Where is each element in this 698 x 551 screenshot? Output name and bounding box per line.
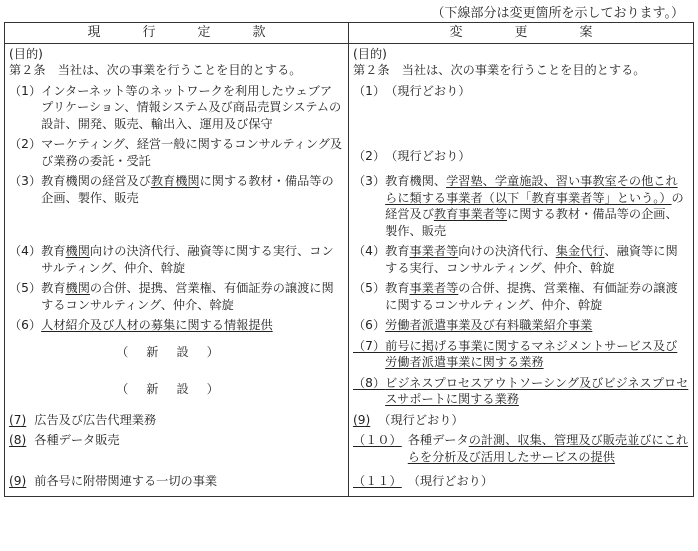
right-cell [349, 43, 694, 81]
new-provision-marker: （新設） [116, 344, 237, 359]
item-text: マーケティング、経営一般に関するコンサルティング及び業務の委託・受託 [41, 137, 343, 168]
item-number: (9) [9, 474, 27, 488]
item-number: (7) [9, 412, 27, 427]
item-text [41, 317, 344, 334]
text-segment: に関する教材・備品等の企画、製作、販売 [385, 207, 678, 238]
right-cell [349, 134, 694, 171]
table-row [5, 278, 694, 315]
list-item [9, 432, 344, 449]
item-text: （現行どおり） [378, 412, 464, 427]
text-segment: 向けの決済代行、融資等に関する実行、コンサルティング、仲介、斡旋 [41, 244, 334, 275]
text-segment: 教育機関、 [385, 174, 447, 188]
item-text [402, 432, 689, 465]
article-line: 第２条 当社は、次の事業を行うことを目的とする。 [9, 63, 302, 77]
item-text: 前各号に附帯関連する一切の事業 [34, 474, 218, 488]
list-item [9, 412, 344, 429]
table-row [5, 171, 694, 241]
item-text [41, 243, 344, 276]
list-item [353, 432, 689, 465]
header-current: 現行定款 [5, 23, 349, 44]
list-item [353, 83, 689, 100]
text-segment: の合併、提携、営業権、有価証券の譲渡に関するコンサルティング、仲介、斡旋 [385, 281, 678, 312]
table-header-row [5, 23, 694, 44]
list-item [353, 473, 689, 490]
list-item [9, 280, 344, 313]
changed-text: 事業者等 [409, 281, 459, 295]
text-segment: 向けの決済代行、 [458, 244, 556, 258]
text-segment: に関する教材・備品等の企画、製作、販売 [41, 174, 334, 205]
table-row [5, 336, 694, 373]
item-number: （2） [9, 137, 42, 151]
right-cell [349, 278, 694, 315]
left-cell [5, 315, 349, 336]
item-number: （7） [353, 338, 386, 353]
table-row [5, 410, 694, 431]
left-cell [5, 43, 349, 81]
changed-text: 機関 [65, 281, 90, 295]
list-item [353, 280, 689, 313]
table-row [5, 373, 694, 410]
list-item [353, 412, 689, 429]
left-cell [5, 81, 349, 135]
left-cell [5, 241, 349, 278]
new-provision-marker: （新設） [116, 381, 237, 396]
item-number: （4） [353, 244, 386, 258]
right-cell [349, 336, 694, 373]
item-number: （3） [353, 174, 386, 188]
changed-text: 学習塾、学童施設、習い事教室その他これらに類する事業者（以下「教育事業者等」という。） [385, 174, 678, 205]
list-item [9, 473, 344, 490]
changed-text: 事業者等 [409, 244, 459, 258]
list-item [353, 173, 689, 239]
item-number: （1） [353, 83, 386, 98]
right-cell [349, 410, 694, 431]
item-number: （4） [9, 244, 42, 258]
item-text: （現行どおり） [385, 83, 471, 98]
changed-text: 機関 [65, 244, 90, 258]
table-row [5, 81, 694, 135]
list-item [9, 173, 344, 206]
item-text: 広告及び広告代理業務 [34, 412, 157, 427]
list-item [353, 148, 689, 165]
item-text [385, 317, 689, 334]
table-row [5, 315, 694, 336]
item-text [385, 243, 689, 276]
item-number: （6） [353, 318, 386, 332]
list-item [353, 317, 689, 334]
articles-comparison-table [4, 22, 694, 497]
item-number: （１１） [353, 474, 402, 488]
item-number: （5） [9, 281, 42, 295]
item-text [41, 173, 344, 206]
item-text [385, 375, 689, 408]
right-cell [349, 81, 694, 135]
changed-text: 教育事業者等 [433, 207, 508, 221]
item-number: （5） [353, 281, 386, 295]
item-number: （１０） [353, 433, 402, 447]
right-cell [349, 373, 694, 410]
item-number: (8) [9, 433, 27, 447]
item-text: インターネット等のネットワークを利用したウェブアプリケーション、情報システム及び商品売買システムの設計、開発、販売、輸出入、運用及び保守 [41, 83, 342, 131]
purpose-label: (目的) [9, 46, 43, 61]
table-row [5, 241, 694, 278]
item-number: （8） [353, 375, 386, 390]
right-cell [349, 315, 694, 336]
list-item [9, 317, 344, 334]
right-cell [349, 171, 694, 241]
left-cell [5, 336, 349, 373]
list-item [353, 243, 689, 276]
article-line: 第２条 当社は、次の事業を行うことを目的とする。 [353, 63, 646, 77]
right-cell [349, 467, 694, 496]
left-cell [5, 171, 349, 241]
table-row [5, 134, 694, 171]
left-cell [5, 373, 349, 410]
left-cell [5, 467, 349, 496]
text-segment: 教育機関の経営及び [41, 174, 151, 188]
item-number: (9) [353, 412, 371, 427]
item-number: （3） [9, 174, 42, 188]
changed-text: 前号に掲げる事業に関するマネジメントサービス及び労働者派遣事業に関する業務 [385, 338, 678, 369]
left-cell [5, 278, 349, 315]
item-text [41, 280, 344, 313]
changed-text: 集金代行 [555, 244, 605, 258]
text-segment: 教育 [385, 244, 410, 258]
item-text: （現行どおり） [385, 149, 471, 163]
list-item [353, 338, 689, 371]
list-item [353, 375, 689, 408]
table-row [5, 43, 694, 81]
right-cell [349, 430, 694, 467]
changed-text: の計測、収集、管理及び販売並びにこれらを分析及び活用したサービスの提供 [407, 433, 689, 464]
purpose-label: (目的) [353, 46, 387, 61]
text-segment: 教育 [41, 244, 66, 258]
item-text [385, 280, 689, 313]
list-item [9, 243, 344, 276]
item-text: 各種データ販売 [34, 433, 120, 447]
changed-text: 人材紹介及び人材の募集に関する情報提供 [41, 318, 273, 332]
changed-text: ビジネスプロセスアウトソーシング及びビジネスプロセスサポートに関する業務 [385, 375, 689, 406]
item-text: （現行どおり） [407, 474, 494, 488]
changed-text: 労働者派遣事業及び有料職業紹介事業 [385, 318, 593, 332]
left-cell [5, 410, 349, 431]
item-number: （6） [9, 318, 42, 332]
change-note: （下線部分は変更箇所を示しております。） [431, 6, 684, 21]
item-number: （1） [9, 83, 42, 98]
list-item [9, 136, 344, 169]
changed-text: 教育機関 [150, 174, 200, 188]
item-number: （2） [353, 149, 386, 163]
list-item [9, 83, 344, 133]
item-text [385, 338, 689, 371]
table-row [5, 467, 694, 496]
header-changed: 変更案 [349, 23, 694, 44]
text-segment: 各種データ [407, 433, 469, 447]
item-text [385, 173, 689, 239]
text-segment: 、融資等に関する実行、コンサルティング、仲介、斡旋 [385, 244, 678, 275]
left-cell [5, 134, 349, 171]
text-segment: の経営及び [385, 190, 684, 221]
right-cell [349, 241, 694, 278]
text-segment: の合併、提携、営業権、有価証券の譲渡に関するコンサルティング、仲介、斡旋 [41, 281, 334, 312]
text-segment: 教育 [41, 281, 66, 295]
text-segment: 教育 [385, 281, 410, 295]
left-cell [5, 430, 349, 467]
table-row [5, 430, 694, 467]
